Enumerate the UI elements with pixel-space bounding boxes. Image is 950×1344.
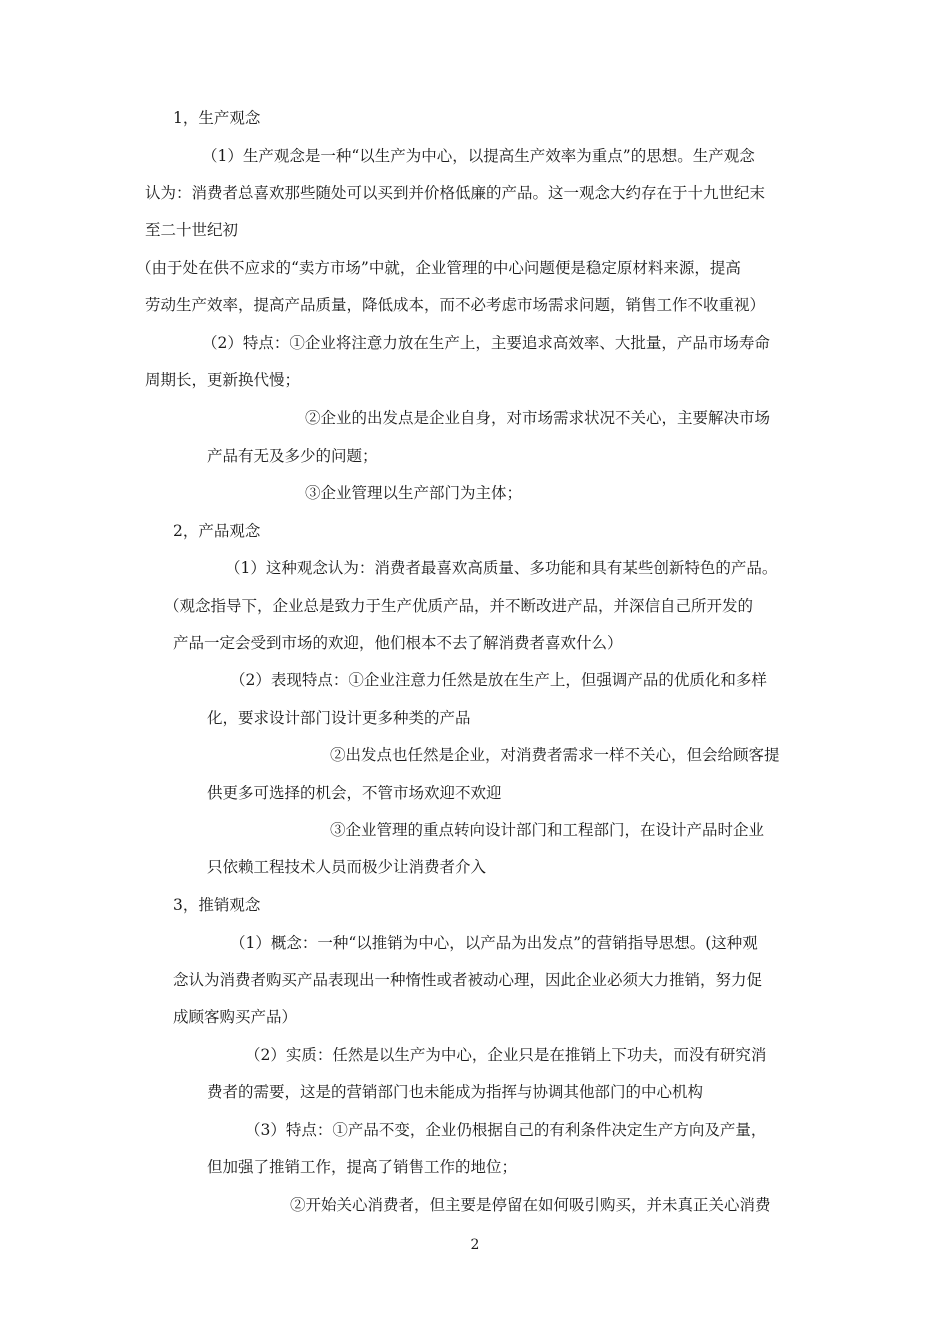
heading-production-concept: 1，生产观念: [173, 109, 261, 127]
paragraph-line: ②出发点也任然是企业，对消费者需求一样不关心，但会给顾客提: [330, 746, 780, 764]
paragraph-line: （观念指导下，企业总是致力于生产优质产品，并不断改进产品，并深信自己所开发的: [164, 597, 754, 615]
paragraph-line: 但加强了推销工作，提高了销售工作的地位；: [207, 1158, 518, 1176]
paragraph-line: 只依赖工程技术人员而极少让消费者介入: [207, 858, 487, 876]
paragraph-line: 供更多可选择的机会，不管市场欢迎不欢迎: [207, 784, 502, 802]
heading-selling-concept: 3，推销观念: [173, 896, 261, 914]
paragraph-line: ③企业管理的重点转向设计部门和工程部门，在设计产品时企业: [330, 821, 765, 839]
paragraph-line: 化，要求设计部门设计更多种类的产品: [207, 709, 471, 727]
paragraph-line: ③企业管理以生产部门为主体；: [305, 484, 523, 502]
paragraph-line: （2）表现特点：①企业注意力任然是放在生产上，但强调产品的优质化和多样: [230, 671, 767, 689]
paragraph-line: （由于处在供不应求的“卖方市场”中就，企业管理的中心问题便是稳定原材料来源，提高: [136, 259, 741, 277]
paragraph-line: （1）这种观念认为：消费者最喜欢高质量、多功能和具有某些创新特色的产品。: [225, 559, 778, 577]
heading-product-concept: 2，产品观念: [173, 522, 261, 540]
page-number: 2: [470, 1237, 480, 1253]
paragraph-line: （2）实质：任然是以生产为中心，企业只是在推销上下功夫，而没有研究消: [245, 1046, 767, 1064]
paragraph-line: 认为：消费者总喜欢那些随处可以买到并价格低廉的产品。这一观念大约存在于十九世纪末: [145, 184, 766, 202]
paragraph-line: 念认为消费者购买产品表现出一种惰性或者被动心理，因此企业必须大力推销，努力促: [173, 971, 763, 989]
paragraph-line: 至二十世纪初: [145, 221, 239, 239]
paragraph-line: ②企业的出发点是企业自身，对市场需求状况不关心，主要解决市场: [305, 409, 771, 427]
paragraph-line: 成顾客购买产品）: [173, 1008, 298, 1026]
paragraph-line: （1）概念：一种“以推销为中心，以产品为出发点”的营销指导思想。(这种观: [230, 934, 758, 952]
paragraph-line: 周期长，更新换代慢；: [145, 371, 301, 389]
paragraph-line: （2）特点：①企业将注意力放在生产上，主要追求高效率、大批量，产品市场寿命: [202, 334, 770, 352]
paragraph-line: ②开始关心消费者，但主要是停留在如何吸引购买，并未真正关心消费: [290, 1196, 771, 1214]
paragraph-line: 费者的需要，这是的营销部门也未能成为指挥与协调其他部门的中心机构: [207, 1083, 704, 1101]
paragraph-line: 劳动生产效率，提高产品质量，降低成本，而不必考虑市场需求问题，销售工作不收重视）: [145, 296, 766, 314]
paragraph-line: 产品一定会受到市场的欢迎，他们根本不去了解消费者喜欢什么）: [173, 634, 623, 652]
paragraph-line: （3）特点：①产品不变，企业仍根据自己的有利条件决定生产方向及产量，: [245, 1121, 767, 1139]
paragraph-line: （1）生产观念是一种“以生产为中心，以提高生产效率为重点”的思想。生产观念: [202, 147, 755, 165]
paragraph-line: 产品有无及多少的问题；: [207, 447, 378, 465]
